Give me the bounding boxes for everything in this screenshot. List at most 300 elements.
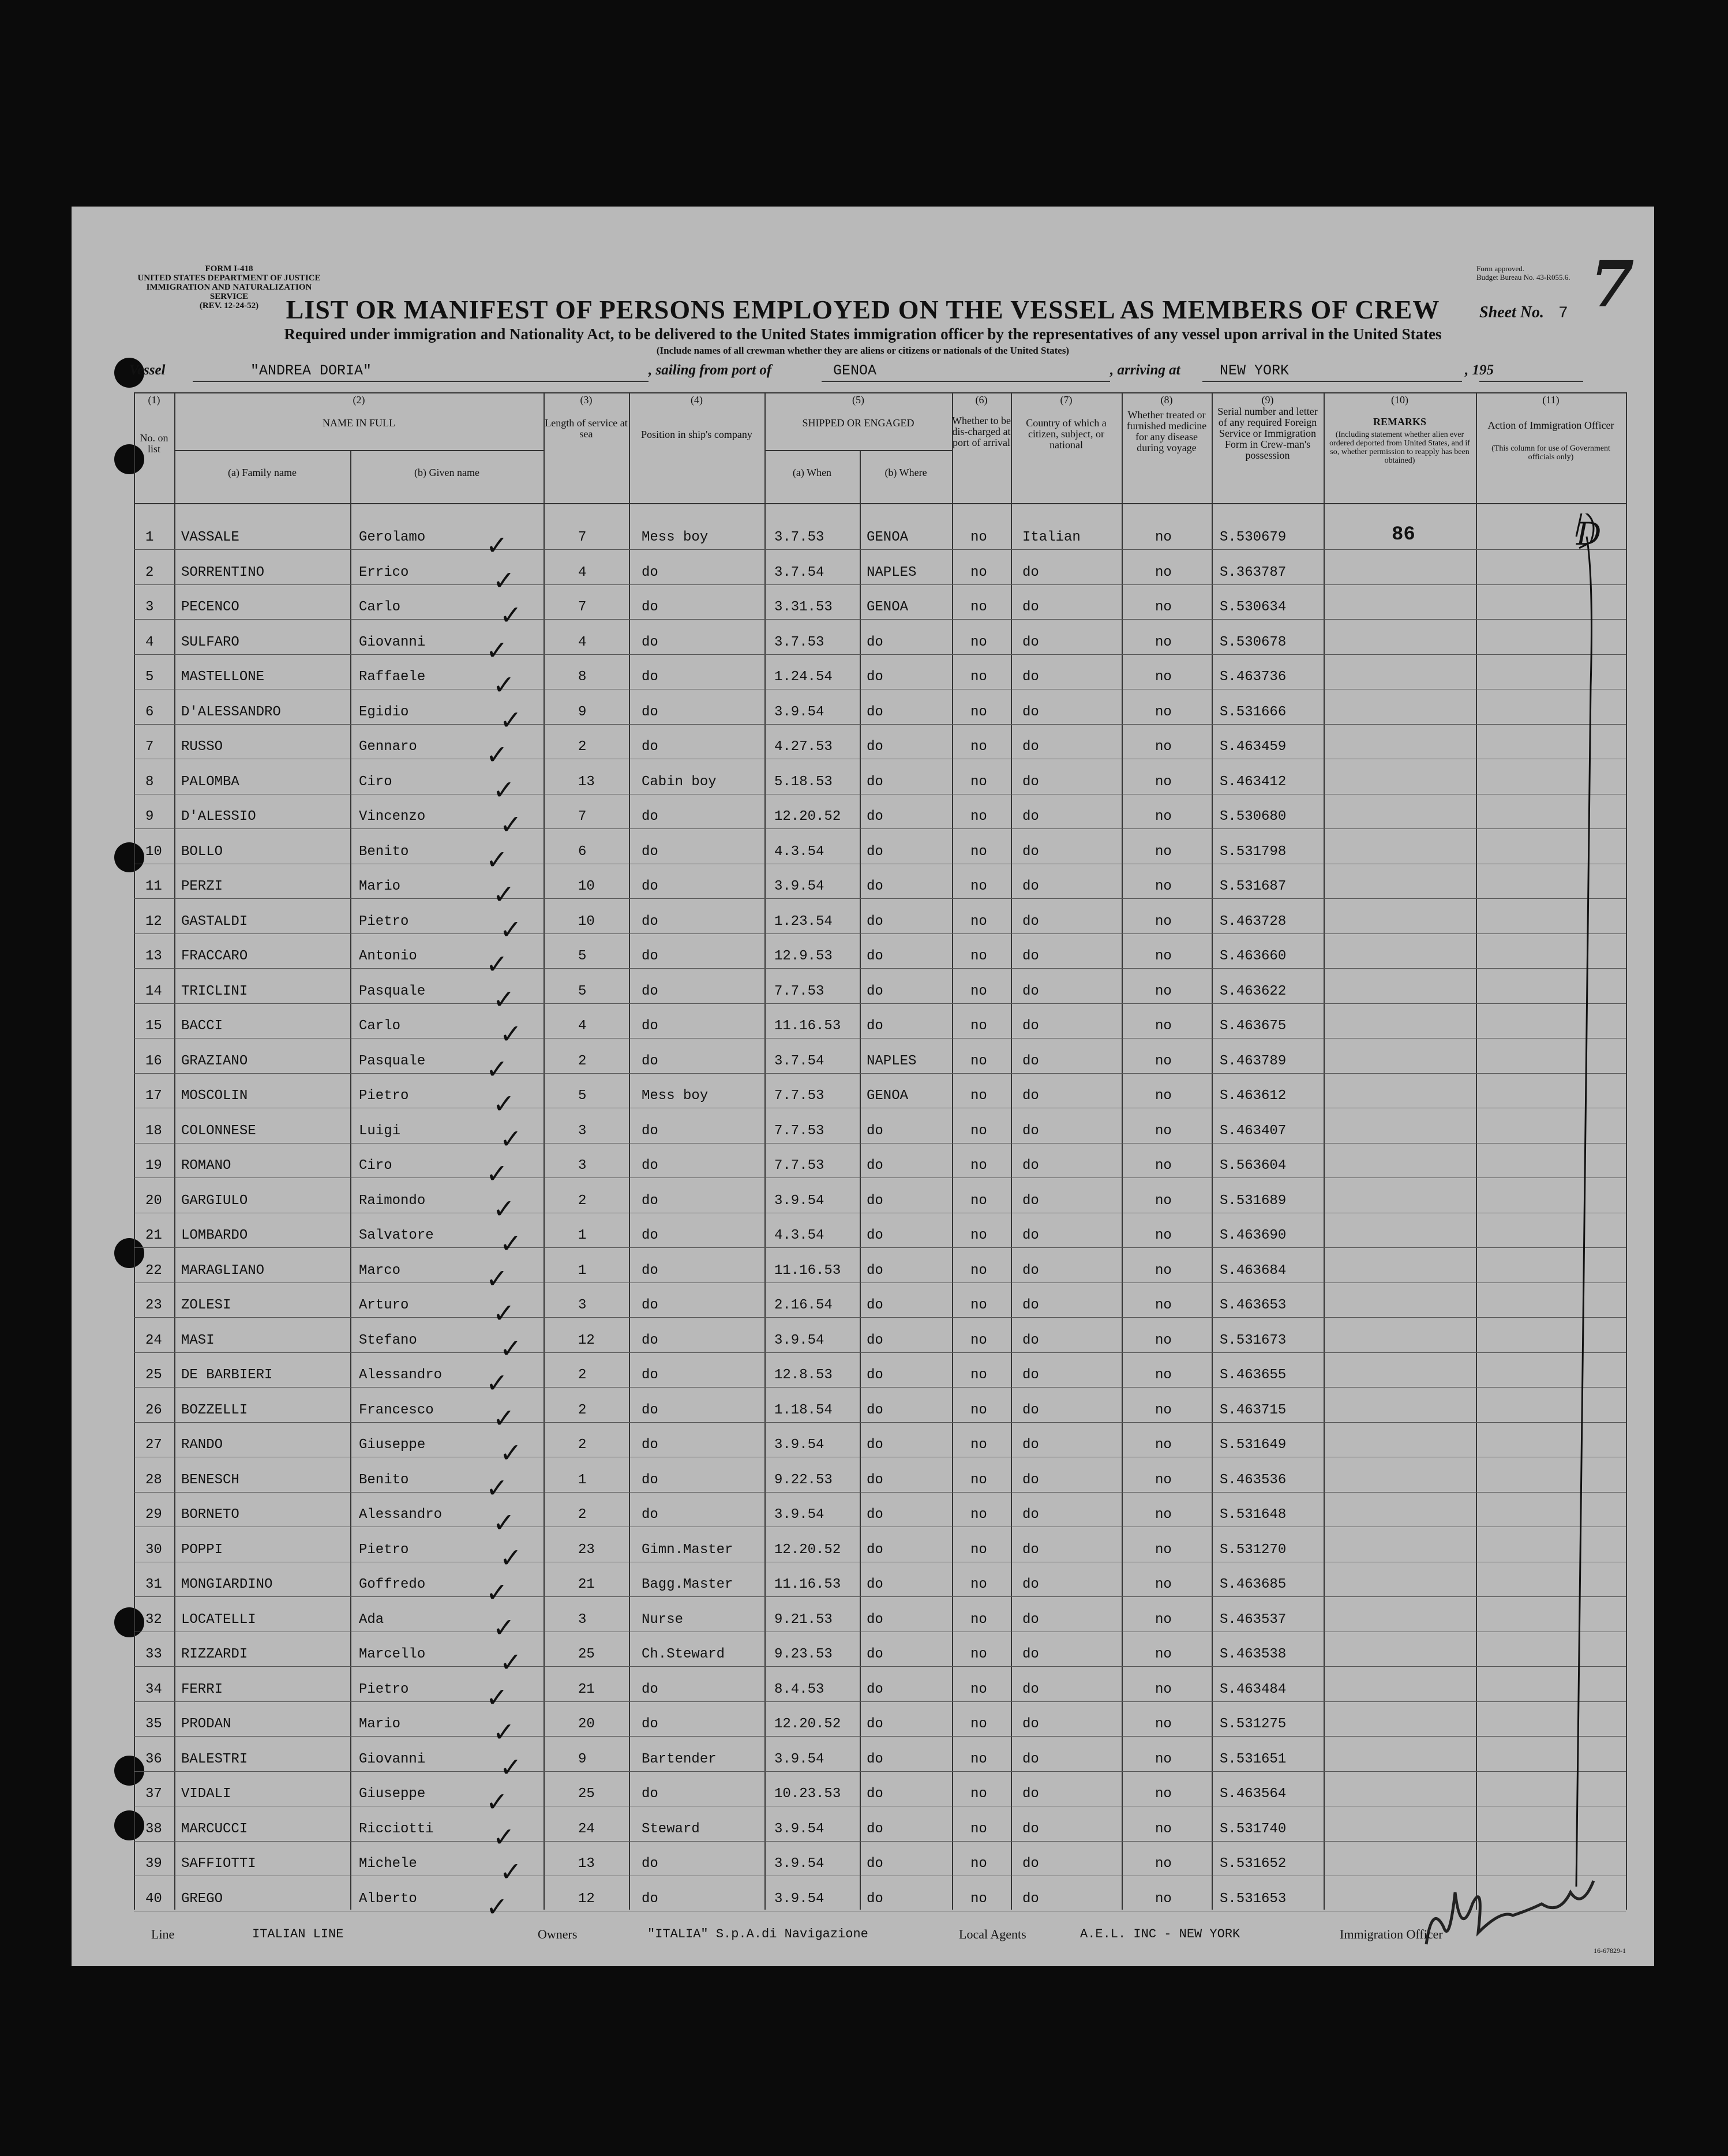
place-shipped: do: [867, 1367, 883, 1383]
family-name: MONGIARDINO: [181, 1577, 273, 1592]
country: do: [1022, 983, 1039, 999]
country: do: [1022, 1716, 1039, 1732]
place-shipped: do: [867, 1158, 883, 1173]
given-name: Alessandro: [359, 1367, 443, 1383]
discharged: no: [970, 1716, 987, 1732]
given-name: Benito: [359, 1472, 409, 1488]
form-header-right: [1476, 264, 1580, 282]
length-of-service: 6: [578, 843, 587, 860]
medicine: no: [1155, 1402, 1172, 1418]
date-shipped: 4.3.54: [774, 1228, 824, 1243]
table-row: [134, 1422, 1626, 1468]
row-number: 2: [145, 564, 154, 580]
position: do: [642, 1716, 658, 1732]
row-number: 11: [145, 879, 162, 894]
given-name: Gennaro: [359, 739, 417, 755]
row-number: 7: [145, 739, 154, 755]
discharged: no: [970, 1821, 987, 1837]
table-row: [134, 1667, 1626, 1713]
medicine: no: [1155, 599, 1172, 615]
length-of-service: 1: [578, 1262, 587, 1278]
row-number: 39: [145, 1856, 162, 1872]
medicine: no: [1155, 983, 1172, 999]
table-row: [134, 620, 1626, 666]
length-of-service: 13: [578, 774, 595, 790]
medicine: no: [1155, 809, 1172, 824]
family-name: RANDO: [181, 1437, 223, 1453]
family-name: ROMANO: [181, 1158, 231, 1173]
discharged: no: [970, 1542, 987, 1558]
table-row: [134, 1178, 1626, 1224]
check-mark-icon: ✓: [500, 599, 522, 631]
country: do: [1022, 843, 1039, 860]
position: do: [642, 1472, 658, 1488]
table-row: [134, 1248, 1626, 1294]
serial-number: S.531652: [1220, 1856, 1287, 1872]
place-shipped: do: [867, 913, 883, 929]
date-shipped: 1.24.54: [774, 669, 833, 685]
row-number: 28: [145, 1472, 162, 1488]
family-name: VASSALE: [181, 530, 239, 545]
position: do: [642, 1158, 658, 1173]
subtitle-note: (Include names of all crewman whether they are aliens or citizens or nationals of the United States): [656, 345, 1070, 356]
discharged: no: [970, 1367, 987, 1383]
date-shipped: 12.9.53: [774, 948, 833, 964]
table-row: [134, 933, 1626, 980]
check-mark-icon: ✓: [500, 1123, 522, 1154]
length-of-service: 12: [578, 1891, 595, 1907]
place-shipped: do: [867, 1332, 883, 1348]
family-name: SORRENTINO: [181, 564, 265, 580]
place-shipped: GENOA: [867, 599, 909, 615]
medicine: no: [1155, 739, 1172, 755]
sailing-label: , sailing from port of: [649, 362, 772, 378]
length-of-service: 1: [578, 1472, 587, 1488]
row-number: 19: [145, 1158, 162, 1173]
discharged: no: [970, 913, 987, 929]
check-mark-icon: ✓: [493, 1193, 515, 1224]
medicine: no: [1155, 1228, 1172, 1243]
discharged: no: [970, 1088, 987, 1104]
row-number: 6: [145, 704, 154, 720]
given-name: Arturo: [359, 1298, 409, 1313]
country: do: [1022, 1332, 1039, 1348]
given-name: Mario: [359, 1716, 401, 1732]
serial-number: S.463685: [1220, 1577, 1287, 1592]
table-row: [134, 1073, 1626, 1119]
position: do: [642, 1228, 658, 1243]
form-code: 16-67829-1: [1594, 1947, 1626, 1955]
given-name: Giuseppe: [359, 1437, 426, 1453]
family-name: LOMBARDO: [181, 1228, 248, 1243]
row-number: 4: [145, 634, 154, 650]
length-of-service: 3: [578, 1158, 587, 1173]
given-name: Vincenzo: [359, 809, 426, 824]
discharged: no: [970, 1018, 987, 1034]
family-name: GARGIULO: [181, 1193, 248, 1209]
position: Bagg.Master: [642, 1577, 733, 1592]
date-shipped: 3.9.54: [774, 1856, 824, 1872]
row-number: 16: [145, 1053, 162, 1069]
date-shipped: 3.7.53: [774, 530, 824, 545]
given-name: Pietro: [359, 1681, 409, 1697]
header-where: (b) Where: [884, 467, 927, 478]
date-shipped: 9.23.53: [774, 1647, 833, 1662]
country: do: [1022, 1402, 1039, 1418]
check-mark-icon: ✓: [500, 1647, 522, 1678]
date-shipped: 3.9.54: [774, 1891, 824, 1907]
medicine: no: [1155, 1437, 1172, 1453]
serial-number: S.531651: [1220, 1751, 1287, 1767]
row-number: 26: [145, 1402, 162, 1418]
table-row: [134, 1806, 1626, 1853]
place-shipped: do: [867, 1891, 883, 1907]
discharged: no: [970, 1472, 987, 1488]
owners-value: "ITALIA" S.p.A.di Navigazione: [647, 1927, 868, 1941]
row-number: 18: [145, 1123, 162, 1139]
header-length: Length of service at sea: [545, 417, 628, 440]
length-of-service: 2: [578, 1437, 587, 1453]
row-number: 35: [145, 1716, 162, 1732]
header-discharged: Whether to be dis-charged at port of arrival: [952, 415, 1011, 448]
place-shipped: do: [867, 1193, 883, 1209]
family-name: MASI: [181, 1332, 215, 1348]
table-row: [134, 1213, 1626, 1259]
check-mark-icon: ✓: [493, 983, 515, 1015]
position: do: [642, 1053, 658, 1069]
position: do: [642, 913, 658, 929]
family-name: MOSCOLIN: [181, 1088, 248, 1104]
serial-number: S.463622: [1220, 983, 1287, 999]
given-name: Ciro: [359, 1158, 392, 1173]
agents-label: Local Agents: [959, 1927, 1026, 1941]
position: do: [642, 843, 658, 860]
budget-bureau-no: Budget Bureau No. 43-R055.6.: [1476, 273, 1570, 282]
check-mark-icon: ✓: [486, 1158, 508, 1189]
serial-number: S.463412: [1220, 774, 1287, 790]
discharged: no: [970, 1577, 987, 1592]
country: do: [1022, 599, 1039, 615]
date-shipped: 9.21.53: [774, 1611, 833, 1628]
length-of-service: 21: [578, 1681, 595, 1697]
family-name: SULFARO: [181, 634, 239, 650]
medicine: no: [1155, 1053, 1172, 1069]
owners-label: Owners: [538, 1927, 578, 1941]
medicine: no: [1155, 704, 1172, 720]
check-mark-icon: ✓: [500, 1542, 522, 1573]
date-shipped: 1.18.54: [774, 1402, 833, 1418]
place-shipped: do: [867, 634, 883, 650]
family-name: MASTELLONE: [181, 669, 265, 685]
position: do: [642, 1891, 658, 1907]
check-mark-icon: ✓: [486, 739, 508, 770]
medicine: no: [1155, 774, 1172, 790]
country: do: [1022, 1611, 1039, 1628]
row-number: 5: [145, 669, 154, 685]
check-mark-icon: ✓: [500, 704, 522, 736]
country: do: [1022, 1751, 1039, 1767]
header-shipped: SHIPPED OR ENGAGED: [802, 417, 914, 429]
position: do: [642, 879, 658, 894]
serial-number: S.463484: [1220, 1681, 1287, 1697]
place-shipped: do: [867, 1821, 883, 1837]
medicine: no: [1155, 948, 1172, 964]
check-mark-icon: ✓: [486, 1786, 508, 1817]
country: do: [1022, 1856, 1039, 1872]
place-shipped: do: [867, 879, 883, 894]
header-no-on-list: No. on list: [140, 432, 168, 455]
check-mark-icon: ✓: [486, 1577, 508, 1608]
check-mark-icon: ✓: [500, 1018, 522, 1049]
medicine: no: [1155, 1262, 1172, 1278]
country: do: [1022, 669, 1039, 685]
medicine: no: [1155, 843, 1172, 860]
country: Italian: [1022, 530, 1081, 545]
table-row: [134, 1876, 1626, 1922]
position: Steward: [642, 1821, 700, 1837]
position: do: [642, 1123, 658, 1139]
family-name: GASTALDI: [181, 913, 248, 929]
check-mark-icon: ✓: [486, 1681, 508, 1713]
discharged: no: [970, 704, 987, 720]
discharged: no: [970, 983, 987, 999]
medicine: no: [1155, 1088, 1172, 1104]
header-remarks: REMARKS: [1373, 416, 1426, 428]
country: do: [1022, 913, 1039, 929]
vessel-label: Vessel: [129, 362, 166, 378]
row-number: 22: [145, 1262, 162, 1278]
table-row: [134, 1283, 1626, 1329]
length-of-service: 12: [578, 1332, 595, 1348]
position: do: [642, 1332, 658, 1348]
length-of-service: 2: [578, 1193, 587, 1209]
given-name: Gerolamo: [359, 530, 426, 545]
date-shipped: 8.4.53: [774, 1681, 824, 1697]
line-label: Line: [151, 1927, 175, 1941]
remarks: 86: [1392, 524, 1415, 546]
arrival-port: NEW YORK: [1220, 362, 1290, 379]
discharged: no: [970, 1751, 987, 1767]
check-mark-icon: ✓: [493, 1716, 515, 1748]
place-shipped: NAPLES: [867, 564, 917, 580]
discharged: no: [970, 564, 987, 580]
given-name: Giovanni: [359, 634, 426, 650]
given-name: Benito: [359, 843, 409, 860]
discharged: no: [970, 1786, 987, 1802]
medicine: no: [1155, 1193, 1172, 1209]
date-shipped: 9.22.53: [774, 1472, 833, 1488]
place-shipped: do: [867, 1786, 883, 1802]
sailing-port: GENOA: [833, 362, 877, 379]
medicine: no: [1155, 1611, 1172, 1628]
check-mark-icon: ✓: [486, 1891, 508, 1922]
given-name: Stefano: [359, 1332, 417, 1348]
header-medicine: Whether treated or furnished medicine for any disease during voyage: [1126, 409, 1207, 453]
date-shipped: 7.7.53: [774, 1158, 824, 1173]
position: Mess boy: [642, 530, 709, 545]
date-shipped: 5.18.53: [774, 774, 833, 790]
place-shipped: GENOA: [867, 530, 909, 545]
family-name: MARAGLIANO: [181, 1262, 265, 1278]
given-name: Goffredo: [359, 1577, 426, 1592]
header-serial: Serial number and letter of any required Foreign Service or Immigration Form in Crew-man's possession: [1217, 406, 1318, 461]
col-num-7: (7): [1060, 394, 1073, 406]
discharged: no: [970, 1437, 987, 1453]
medicine: no: [1155, 1472, 1172, 1488]
table-row: [134, 1562, 1626, 1608]
position: Ch.Steward: [642, 1647, 725, 1662]
country: do: [1022, 739, 1039, 755]
table-row: [134, 550, 1626, 596]
place-shipped: do: [867, 1507, 883, 1523]
family-name: BALESTRI: [181, 1751, 248, 1767]
discharged: no: [970, 634, 987, 650]
place-shipped: do: [867, 948, 883, 964]
given-name: Pietro: [359, 1088, 409, 1104]
country: do: [1022, 1193, 1039, 1209]
position: Bartender: [642, 1751, 717, 1767]
length-of-service: 10: [578, 913, 595, 929]
row-number: 23: [145, 1298, 162, 1313]
family-name: PALOMBA: [181, 774, 239, 790]
header-country: Country of which a citizen, subject, or national: [1026, 417, 1107, 451]
serial-number: S.531653: [1220, 1891, 1287, 1907]
serial-number: S.531270: [1220, 1542, 1287, 1558]
place-shipped: do: [867, 1228, 883, 1243]
check-mark-icon: ✓: [500, 1437, 522, 1468]
table-row: [134, 1492, 1626, 1538]
medicine: no: [1155, 1681, 1172, 1697]
discharged: no: [970, 1891, 987, 1907]
medicine: no: [1155, 1158, 1172, 1173]
country: do: [1022, 704, 1039, 720]
place-shipped: do: [867, 774, 883, 790]
table-row: [134, 1527, 1626, 1573]
officer-mark-icon: [1559, 513, 1605, 1921]
row-number: 21: [145, 1228, 162, 1243]
given-name: Raffaele: [359, 669, 426, 685]
given-name: Giovanni: [359, 1751, 426, 1767]
serial-number: S.463612: [1220, 1088, 1287, 1104]
date-shipped: 3.9.54: [774, 1193, 824, 1209]
place-shipped: do: [867, 1681, 883, 1697]
place-shipped: do: [867, 1298, 883, 1313]
header-position: Position in ship's company: [641, 429, 752, 440]
country: do: [1022, 1123, 1039, 1139]
discharged: no: [970, 739, 987, 755]
row-number: 9: [145, 809, 154, 824]
check-mark-icon: ✓: [493, 1821, 515, 1853]
position: do: [642, 704, 658, 720]
length-of-service: 4: [578, 634, 587, 650]
serial-number: S.531666: [1220, 704, 1287, 720]
date-shipped: 2.16.54: [774, 1298, 833, 1313]
service-name: IMMIGRATION AND NATURALIZATION SERVICE: [146, 283, 312, 301]
row-number: 3: [145, 599, 154, 615]
given-name: Luigi: [359, 1123, 401, 1139]
header-name-in-full: NAME IN FULL: [323, 417, 395, 429]
arriving-label: , arriving at: [1110, 362, 1180, 378]
length-of-service: 8: [578, 669, 587, 685]
date-shipped: 3.31.53: [774, 599, 833, 615]
row-number: 20: [145, 1193, 162, 1209]
medicine: no: [1155, 1856, 1172, 1872]
place-shipped: do: [867, 1577, 883, 1592]
discharged: no: [970, 1123, 987, 1139]
place-shipped: NAPLES: [867, 1053, 917, 1069]
sheet-number: [1479, 303, 1568, 323]
country: do: [1022, 774, 1039, 790]
place-shipped: do: [867, 1856, 883, 1872]
place-shipped: do: [867, 843, 883, 860]
vessel-name: "ANDREA DORIA": [250, 362, 372, 379]
length-of-service: 10: [578, 879, 595, 894]
family-name: FRACCARO: [181, 948, 248, 964]
row-number: 13: [145, 948, 162, 964]
serial-number: S.531740: [1220, 1821, 1287, 1837]
col-num-10: (10): [1391, 394, 1408, 406]
row-number: 1: [145, 530, 154, 545]
serial-number: S.531689: [1220, 1193, 1287, 1209]
given-name: Francesco: [359, 1402, 434, 1418]
length-of-service: 3: [578, 1611, 587, 1628]
table-row: [134, 1457, 1626, 1503]
length-of-service: 9: [578, 704, 587, 720]
medicine: no: [1155, 1332, 1172, 1348]
row-number: 36: [145, 1751, 162, 1767]
date-shipped: 12.8.53: [774, 1367, 833, 1383]
officer-label: Immigration Officer: [1340, 1927, 1443, 1941]
manifest-footer: [134, 1927, 1634, 1955]
length-of-service: 5: [578, 1088, 587, 1104]
line-value: ITALIAN LINE: [252, 1927, 344, 1941]
approval-note: Form approved.: [1476, 264, 1525, 273]
check-mark-icon: ✓: [486, 843, 508, 875]
table-row: [134, 1632, 1626, 1678]
header-family-name: (a) Family name: [228, 467, 297, 478]
family-name: POPPI: [181, 1542, 223, 1558]
place-shipped: do: [867, 1751, 883, 1767]
row-number: 12: [145, 913, 162, 929]
col-num-3: (3): [580, 394, 593, 406]
country: do: [1022, 1158, 1039, 1173]
country: do: [1022, 1647, 1039, 1662]
family-name: MARCUCCI: [181, 1821, 248, 1837]
serial-number: S.530679: [1220, 530, 1287, 545]
place-shipped: do: [867, 1123, 883, 1139]
position: do: [642, 1262, 658, 1278]
length-of-service: 25: [578, 1786, 595, 1802]
position: do: [642, 1402, 658, 1418]
length-of-service: 5: [578, 983, 587, 999]
row-number: 17: [145, 1088, 162, 1104]
handwritten-sheet-number: 7: [1590, 247, 1635, 321]
given-name: Ricciotti: [359, 1821, 434, 1837]
discharged: no: [970, 1332, 987, 1348]
given-name: Egidio: [359, 704, 409, 720]
discharged: no: [970, 1647, 987, 1662]
family-name: LOCATELLI: [181, 1611, 256, 1628]
given-name: Marcello: [359, 1647, 426, 1662]
col-num-6: (6): [975, 394, 988, 406]
length-of-service: 7: [578, 599, 587, 615]
date-shipped: 3.9.54: [774, 1821, 824, 1837]
discharged: no: [970, 1262, 987, 1278]
place-shipped: do: [867, 983, 883, 999]
table-row: [134, 1318, 1626, 1364]
row-number: 38: [145, 1821, 162, 1837]
length-of-service: 7: [578, 809, 587, 824]
